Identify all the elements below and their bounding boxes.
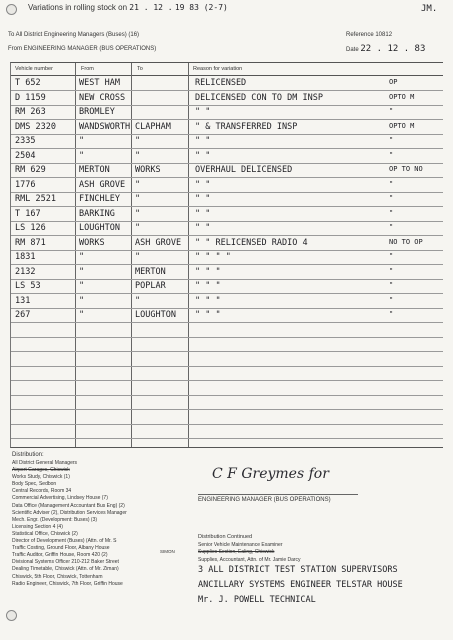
cell-from: ": [79, 295, 85, 306]
cell-reason: OVERHAUL DELICENSED: [195, 165, 293, 175]
punch-hole-bottom: [6, 610, 17, 621]
cell-to: ": [135, 136, 141, 146]
cell-from: ": [79, 310, 85, 320]
table-row: [11, 207, 443, 222]
distribution-item: Mech. Engr. (Development: Buses) (3): [12, 516, 98, 523]
cell-vehicle: DMS 2320: [15, 121, 56, 132]
cell-reason: " ": [195, 223, 211, 233]
cell-vehicle: RM 871: [15, 237, 46, 248]
distribution-item: Statistical Office, Chiswick (2): [12, 530, 78, 537]
cell-reason: " ": [195, 136, 211, 146]
cell-vehicle: 1776: [15, 179, 36, 190]
signature-caption: ENGINEERING MANAGER (BUS OPERATIONS): [198, 497, 331, 503]
distribution-item: Scientific Adviser (2), Distribution Services Manager: [12, 509, 127, 516]
cell-remark: OP: [389, 78, 398, 86]
table-row: [11, 337, 443, 352]
cell-reason: " " ": [195, 281, 221, 291]
column-header-vehicle: Vehicle number: [15, 66, 53, 72]
to-recipients: To All District Engineering Managers (Buses) (16): [8, 32, 140, 38]
handwritten-addition-text: ALL DISTRICT TEST STATION SUPERVISORS: [208, 565, 398, 575]
distribution-continued-item: Supplies Section, Ealing, Chiswick: [198, 549, 275, 556]
cell-from: MERTON: [79, 165, 110, 175]
cell-from: BARKING: [79, 208, 115, 219]
cell-vehicle: 267: [15, 310, 31, 320]
table-row: [11, 366, 443, 381]
cell-to: LOUGHTON: [135, 310, 176, 320]
distribution-continued-item: Senior Vehicle Maintenance Examiner: [198, 542, 283, 548]
distribution-item: Licensing Section 4 (4): [12, 523, 63, 530]
distribution-item: Traffic Auditor, Griffin House, Room 420 (2): [12, 552, 108, 559]
cell-reason: " ": [195, 107, 211, 117]
column-header-to: To: [137, 66, 143, 72]
cell-remark: ": [389, 252, 394, 260]
cell-from: ": [79, 136, 85, 146]
handwritten-count: 3: [198, 565, 204, 575]
table-row: [11, 352, 443, 367]
variation-table: [10, 62, 443, 448]
from-sender: From ENGINEERING MANAGER (BUS OPERATIONS): [8, 46, 157, 52]
distribution-item: Divisional Systems Officer 210-212 Baker Street: [12, 559, 119, 566]
cell-from: NEW CROSS: [79, 92, 126, 103]
cell-reason: " " ": [195, 295, 221, 306]
cell-to: ": [135, 252, 141, 262]
cell-from: WEST HAM: [79, 78, 120, 88]
handwritten-addition: ANCILLARY SYSTEMS ENGINEER TELSTAR HOUSE: [198, 580, 403, 590]
cell-to: ": [135, 295, 141, 306]
title-printed-prefix: Variations in rolling stock on: [28, 3, 128, 12]
cell-remark: OPTO M: [389, 92, 415, 101]
date-value: 22 . 12 . 83: [360, 44, 426, 54]
cell-vehicle: 2132: [15, 266, 36, 277]
cell-from: LOUGHTON: [79, 223, 120, 233]
cell-vehicle: RM 629: [15, 165, 46, 175]
cell-reason: DELICENSED CON TO DM INSP: [195, 92, 323, 103]
cell-remark: ": [389, 150, 394, 159]
cell-reason: " & TRANSFERRED INSP: [195, 121, 298, 132]
cell-vehicle: 2335: [15, 136, 36, 146]
distribution-item: Central Records, Room 34: [12, 488, 72, 495]
cell-reason: " ": [195, 208, 211, 219]
cell-from: ": [79, 281, 85, 291]
distribution-continued-item: Supplies, Accountant, Attn. of Mr. Jamie Darcy: [198, 556, 301, 563]
cell-vehicle: 2504: [15, 150, 36, 161]
distribution-item: Chiswick, 5th Floor, Chiswick, Tottenham: [12, 573, 103, 580]
reference-number: Reference 10812: [346, 32, 393, 38]
cell-vehicle: RML 2521: [15, 194, 56, 204]
cell-to: WORKS: [135, 165, 161, 175]
cell-vehicle: T 652: [15, 78, 41, 88]
cell-from: WORKS: [79, 237, 105, 248]
handwritten-addition: Mr. J. POWELL TECHNICAL: [198, 595, 316, 605]
table-row: [11, 134, 443, 149]
distribution-item: Radio Engineer, Chiswick, 7th Floor, Griffin House: [12, 580, 123, 587]
table-row: [11, 105, 443, 120]
cell-vehicle: 1831: [15, 252, 36, 262]
column-header-from: From: [81, 66, 94, 72]
cell-remark: ": [389, 223, 394, 231]
cell-vehicle: D 1159: [15, 92, 46, 103]
cell-remark: NO TO OP: [389, 237, 423, 246]
signature-line: [198, 494, 358, 495]
cell-vehicle: 131: [15, 295, 31, 306]
distribution-list: [12, 460, 187, 588]
cell-vehicle: T 167: [15, 208, 41, 219]
distribution-item: Commercial Advertising, Lindsey House (7): [12, 495, 108, 502]
distribution-item: Data Office (Management Accountant Bus Eng) (2): [12, 502, 125, 509]
cell-remark: OPTO M: [389, 121, 415, 130]
cell-from: ": [79, 252, 85, 262]
cell-remark: ": [389, 107, 394, 115]
distribution-item: Dealing Timetable, Chiswick (Attn. of Mr. Ziman): [12, 566, 119, 573]
handwritten-signature: C F Greymes for: [212, 466, 329, 482]
distribution-item: Works Study, Chiswick (1): [12, 474, 70, 481]
form-title: [28, 3, 228, 12]
title-period: 21 . 12 .: [129, 3, 173, 12]
table-row: [11, 308, 443, 323]
cell-vehicle: RM 263: [15, 107, 46, 117]
date-label: Date: [346, 47, 359, 53]
cell-vehicle: LS 126: [15, 223, 46, 233]
cell-to: POPLAR: [135, 281, 166, 291]
distribution-item: Director of Development (Buses) (Attn. of Mr. S: [12, 538, 117, 545]
cell-to: ": [135, 179, 141, 190]
table-row: [11, 120, 443, 135]
cell-remark: ": [389, 310, 394, 318]
cell-remark: ": [389, 295, 394, 304]
table-row: [11, 381, 443, 396]
cell-remark: ": [389, 136, 394, 144]
punch-hole-top: [6, 4, 17, 15]
table-row: [11, 163, 443, 178]
table-row: [11, 250, 443, 265]
table-row: [11, 323, 443, 338]
distribution-item: Airport Garages, Chiswick: [12, 467, 70, 474]
cell-reason: " " ": [195, 266, 221, 277]
table-row: [11, 192, 443, 207]
cell-from: ASH GROVE: [79, 179, 126, 190]
cell-from: ": [79, 150, 85, 161]
table-row: [11, 410, 443, 425]
table-row: [11, 221, 443, 236]
handwritten-initials: JM.: [421, 4, 438, 14]
distribution-heading: Distribution:: [12, 452, 44, 458]
handwritten-additions: [198, 563, 403, 608]
handwritten-addition: [198, 563, 403, 578]
cell-from: ": [79, 266, 85, 277]
table-row: [11, 424, 443, 439]
table-row: [11, 265, 443, 280]
cell-reason: " ": [195, 150, 211, 161]
cell-to: ": [135, 194, 141, 204]
title-year: 19 83 (2-7): [174, 3, 228, 12]
table-row: [11, 178, 443, 193]
cell-remark: ": [389, 194, 394, 202]
table-row: [11, 149, 443, 164]
cell-remark: ": [389, 266, 394, 275]
margin-note: SIMON: [160, 549, 175, 554]
table-row: [11, 76, 443, 91]
cell-remark: OP TO NO: [389, 165, 423, 173]
cell-reason: " ": [195, 179, 211, 190]
cell-to: MERTON: [135, 266, 166, 277]
distribution-item: All District General Managers: [12, 460, 78, 466]
cell-reason: " ": [195, 194, 211, 204]
distribution-item: Traffic Costing, Ground Floor, Albany House: [12, 545, 110, 552]
table-row: [11, 294, 443, 309]
cell-from: WANDSWORTH: [79, 121, 131, 132]
table-row: [11, 236, 443, 251]
table-row: [11, 91, 443, 106]
column-header-reason: Reason for variation: [193, 66, 243, 72]
cell-to: ": [135, 150, 141, 161]
cell-remark: ": [389, 179, 394, 188]
table-row: [11, 395, 443, 410]
cell-remark: ": [389, 281, 394, 289]
cell-from: BROMLEY: [79, 107, 115, 117]
distribution-item: Body Spec, Sedbon: [12, 481, 57, 488]
cell-to: CLAPHAM: [135, 121, 171, 132]
cell-reason: " " ": [195, 310, 221, 320]
cell-from: FINCHLEY: [79, 194, 120, 204]
cell-reason: RELICENSED: [195, 78, 247, 88]
cell-remark: ": [389, 208, 394, 217]
form-date: [346, 44, 425, 54]
distribution-continued-list: [198, 542, 301, 564]
cell-to: ": [135, 223, 141, 233]
cell-to: ASH GROVE: [135, 237, 182, 248]
distribution-continued-heading: Distribution Continued: [198, 534, 253, 540]
cell-reason: " " " ": [195, 252, 231, 262]
cell-reason: " " RELICENSED RADIO 4: [195, 237, 308, 248]
cell-to: ": [135, 208, 141, 219]
cell-vehicle: LS 53: [15, 281, 41, 291]
table-row: [11, 279, 443, 294]
